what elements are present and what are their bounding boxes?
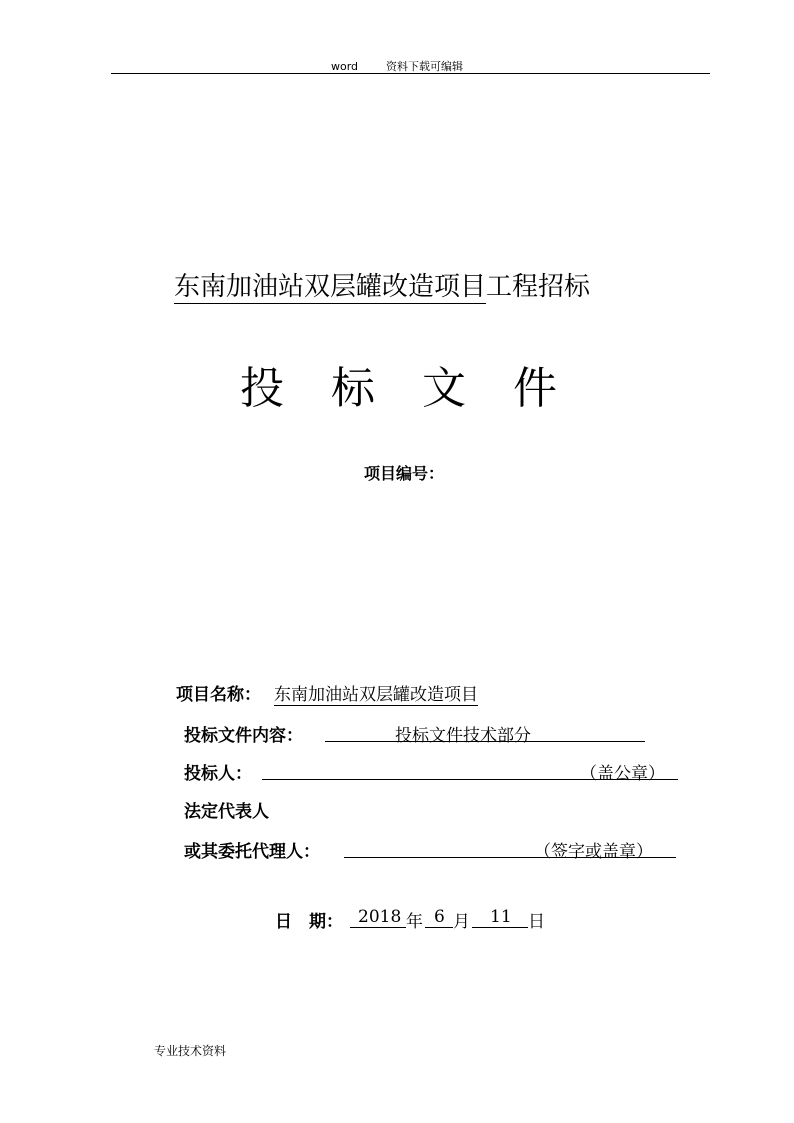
doc-title-char: 文 (422, 363, 467, 414)
date-month: 6 (434, 907, 445, 927)
project-name-value: 东南加油站双层罐改造项目 (274, 680, 478, 706)
doc-title-char: 标 (331, 363, 376, 414)
bid-content-value: 投标文件技术部分 (395, 726, 531, 746)
project-name-label: 项目名称： (176, 685, 261, 705)
doc-title-char: 投 (240, 363, 285, 414)
document-title (240, 352, 558, 416)
date-year: 2018 (358, 907, 402, 927)
date-day: 11 (490, 907, 512, 927)
page-footer: 专业技术资料 (154, 1044, 227, 1058)
project-number-label: 项目编号： (364, 464, 445, 483)
bidder-seal-note: （盖公章） (580, 764, 665, 784)
doc-title-char: 件 (513, 363, 558, 414)
year-unit: 年 (406, 912, 423, 932)
day-unit: 日 (528, 912, 545, 932)
header-left-text: word (330, 60, 359, 73)
legal-representative-label: 法定代表人 (184, 802, 269, 822)
date-label: 日 期： (275, 912, 343, 932)
main-title-underlined: 东南加油站双层罐改造项目 (174, 272, 487, 302)
month-underline (425, 927, 453, 928)
bidder-label: 投标人： (184, 764, 252, 784)
header-right-text: 资料下载可编辑 (386, 60, 464, 73)
day-underline (472, 927, 528, 928)
agent-label: 或其委托代理人： (184, 842, 320, 862)
header-rule (111, 73, 710, 74)
year-underline (350, 927, 406, 928)
agent-sign-note: （签字或盖章） (534, 842, 653, 862)
month-unit: 月 (453, 912, 470, 932)
main-title (174, 266, 590, 303)
bid-content-label: 投标文件内容： (184, 726, 303, 746)
page-header (0, 58, 794, 74)
main-title-rest: 工程招标 (486, 272, 591, 302)
